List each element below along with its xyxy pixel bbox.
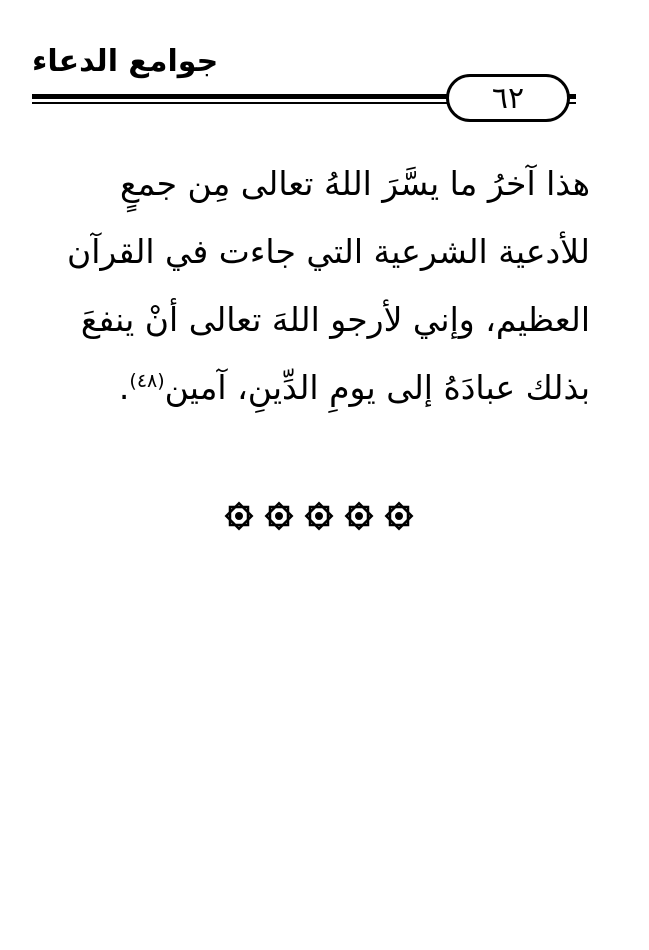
body-text: [30, 150, 590, 422]
page-header: [0, 0, 649, 116]
text-line-1: هذا آخرُ ما يسَّرَ اللهُ تعالى مِن جمعٍ: [119, 164, 590, 203]
eight-point-star-icon: [304, 501, 334, 531]
text-line-4-words: بذلك عبادَهُ إلى يومِ الدِّينِ، آمين: [164, 368, 590, 407]
footnote-reference: (٤٨): [129, 370, 165, 392]
eight-point-star-icon: [384, 501, 414, 531]
eight-point-star-icon: [224, 501, 254, 531]
ornament-divider: [224, 498, 414, 534]
text-line-3: العظيم، وإني لأرجو اللهَ تعالى أنْ ينفعَ: [80, 300, 590, 339]
text-line-4: [30, 354, 590, 422]
eight-point-star-icon: [344, 501, 374, 531]
book-title: جوامع الدعاء: [32, 44, 219, 79]
eight-point-star-icon: [264, 501, 294, 531]
text-line-2: للأدعية الشرعية التي جاءت في القرآن: [67, 232, 590, 271]
page-number: ٦٢: [446, 74, 570, 122]
final-period: .: [118, 368, 130, 407]
